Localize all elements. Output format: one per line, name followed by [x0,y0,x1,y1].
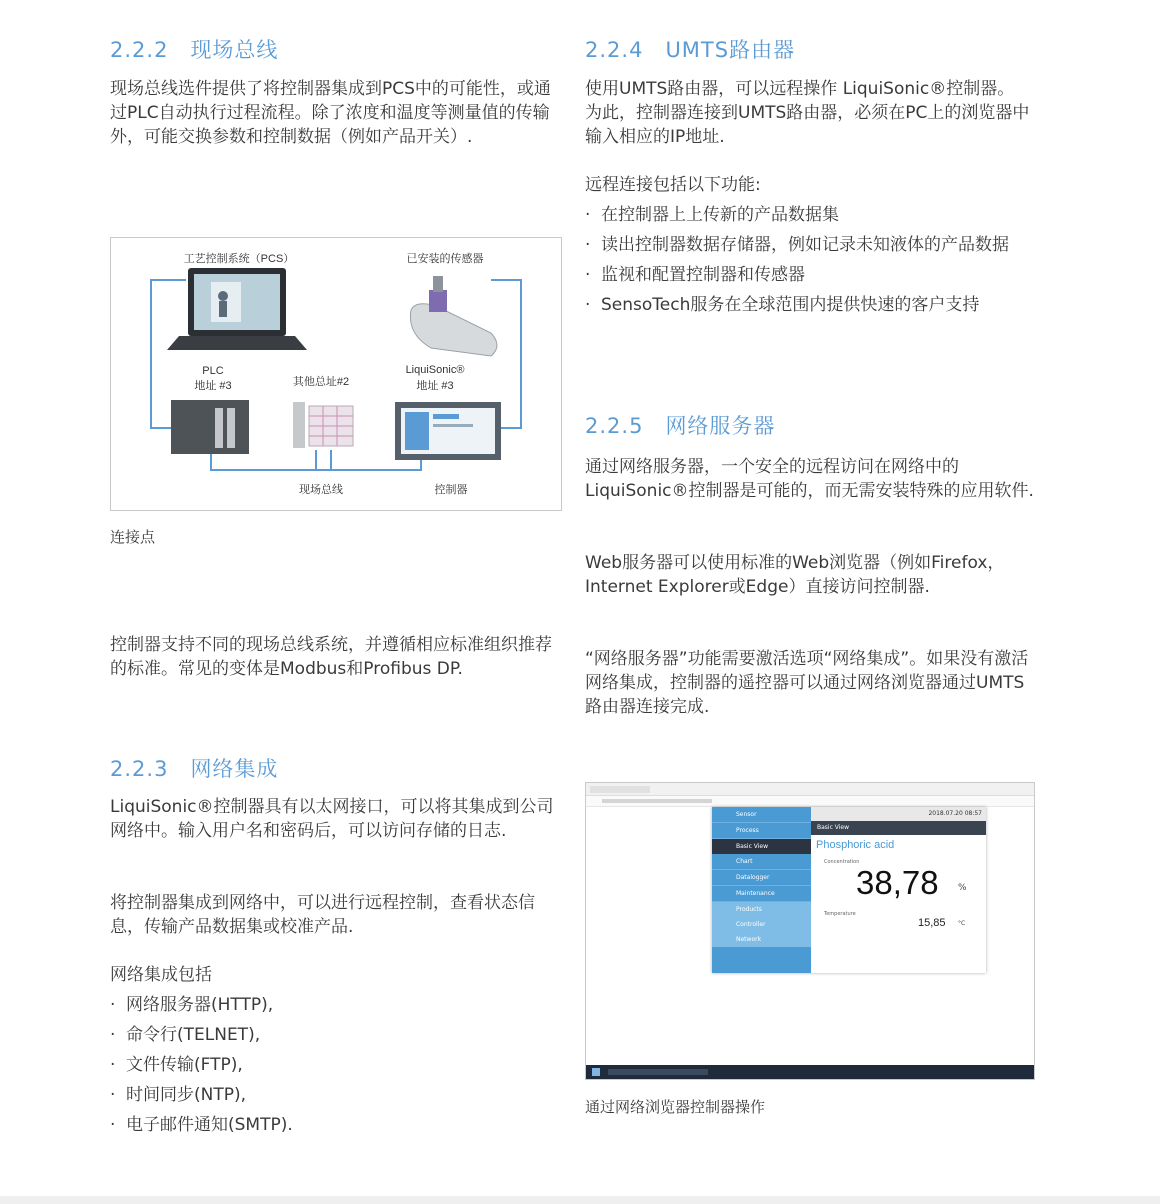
list-item: · 读出控制器数据存储器，例如记录未知液体的产品数据 [585,233,1031,257]
menu-item[interactable]: Sensor [712,807,811,823]
sensor-label: 已安装的传感器 [406,253,484,265]
os-taskbar [586,1065,1034,1079]
para-webserver-browser: Web服务器可以使用标准的Web浏览器（例如Firefox，Internet Explorer或Edge）直接访问控制器. [585,553,1005,597]
menu-item[interactable]: Products [712,902,811,917]
list-item: · 网络服务器(HTTP), [110,993,558,1017]
laptop-icon [167,268,307,350]
para-webserver-intro: 通过网络服务器，一个安全的远程访问在网络中的LiquiSonic®控制器是可能的，而无需安装特殊的应用软件. [585,457,1034,501]
other-device-icon [293,402,353,448]
page-footer-bar [0,1196,1160,1204]
list-item: · 命令行(TELNET), [110,1023,558,1047]
menu-item[interactable]: Process [712,823,811,839]
sensor-icon [410,276,497,356]
menu-item[interactable]: Datalogger [712,870,811,886]
list-item: · 在控制器上上传新的产品数据集 [585,203,1031,227]
browser-screenshot [585,782,1035,1080]
other-label: 其他总址#2 [292,376,350,388]
para-network-intro: LiquiSonic®控制器具有以太网接口，可以将其集成到公司网络中。输入用户名和密码后，可以访问存储的日志. [110,797,554,841]
controller-label: 控制器 [434,484,468,496]
liquisonic-address: 地址 #3 [416,380,454,392]
start-icon[interactable] [592,1068,600,1076]
app-sidebar [712,807,811,973]
pcs-label: 工艺控制系统（PCS） [183,253,295,265]
plc-address: 地址 #3 [194,380,232,392]
app-window [712,807,986,973]
temperature-label: Temperature [824,911,856,917]
concentration-label: Concentration [824,859,860,865]
concentration-unit: % [958,883,967,893]
list-item: · 文件传输(FTP), [110,1053,558,1077]
list-item: · SensoTech服务在全球范围内提供快速的客户支持 [585,293,1031,317]
heading-2-2-5: 2.2.5 网络服务器 [585,414,776,438]
diagram-caption: 连接点 [110,528,156,546]
para-fieldbus-intro: 现场总线选件提供了将控制器集成到PCS中的可能性，或通过PLC自动执行过程流程。除了浓度和温度等测量值的传输外，可能交换参数和控制数据（例如产品开关）. [110,79,551,147]
fieldbus-diagram [110,237,562,511]
para-umts-intro: 使用UMTS路由器，可以远程操作 LiquiSonic®控制器。为此，控制器连接到UMTS路由器，必须在PC上的浏览器中输入相应的IP地址. [585,79,1030,147]
network-list [110,993,558,1143]
network-list-intro: 网络集成包括 [110,965,212,985]
heading-2-2-2: 2.2.2 现场总线 [110,38,279,62]
heading-2-2-4: 2.2.4 UMTS路由器 [585,38,796,62]
list-item: · 电子邮件通知(SMTP). [110,1113,558,1137]
concentration-value: 38,78 [856,864,939,901]
menu-item[interactable]: Controller [712,917,811,932]
menu-item[interactable]: Chart [712,854,811,870]
view-title: Basic View [811,821,986,835]
plc-icon [171,400,249,454]
temperature-value: 15,85 [918,917,946,929]
liquisonic-label: LiquiSonic® [405,364,465,376]
browser-tabbar [586,783,1034,796]
para-webserver-option: “网络服务器”功能需要激活选项“网络集成”。如果没有激活网络集成，控制器的遥控器可以通过网络浏览器通过UMTS路由器连接完成. [585,649,1029,717]
para-network-remote: 将控制器集成到网络中，可以进行远程控制，查看状态信息，传输产品数据集或校准产品. [110,893,535,937]
screenshot-caption: 通过网络浏览器控制器操作 [585,1098,766,1116]
browser-addressbar [586,796,1034,807]
list-item: · 监视和配置控制器和传感器 [585,263,1031,287]
menu-item[interactable]: Maintenance [712,886,811,902]
heading-2-2-3: 2.2.3 网络集成 [110,757,279,781]
fieldbus-diagram-svg [111,238,561,510]
umts-list-intro: 远程连接包括以下功能: [585,175,761,195]
plc-label: PLC [202,365,224,377]
temperature-unit: °C [958,920,966,927]
list-item: · 时间同步(NTP), [110,1083,558,1107]
product-name: Phosphoric acid [816,839,895,851]
menu-item-active[interactable]: Basic View [712,839,811,854]
menu-item[interactable]: Network [712,932,811,947]
fieldbus-label: 现场总线 [299,484,343,496]
controller-icon [395,402,501,460]
umts-list [585,203,1031,323]
para-fieldbus-standards: 控制器支持不同的现场总线系统，并遵循相应标准组织推荐的标准。常见的变体是Modbus和Profibus DP. [110,635,552,679]
app-datetime: 2018.07.20 08:57 [811,807,986,821]
